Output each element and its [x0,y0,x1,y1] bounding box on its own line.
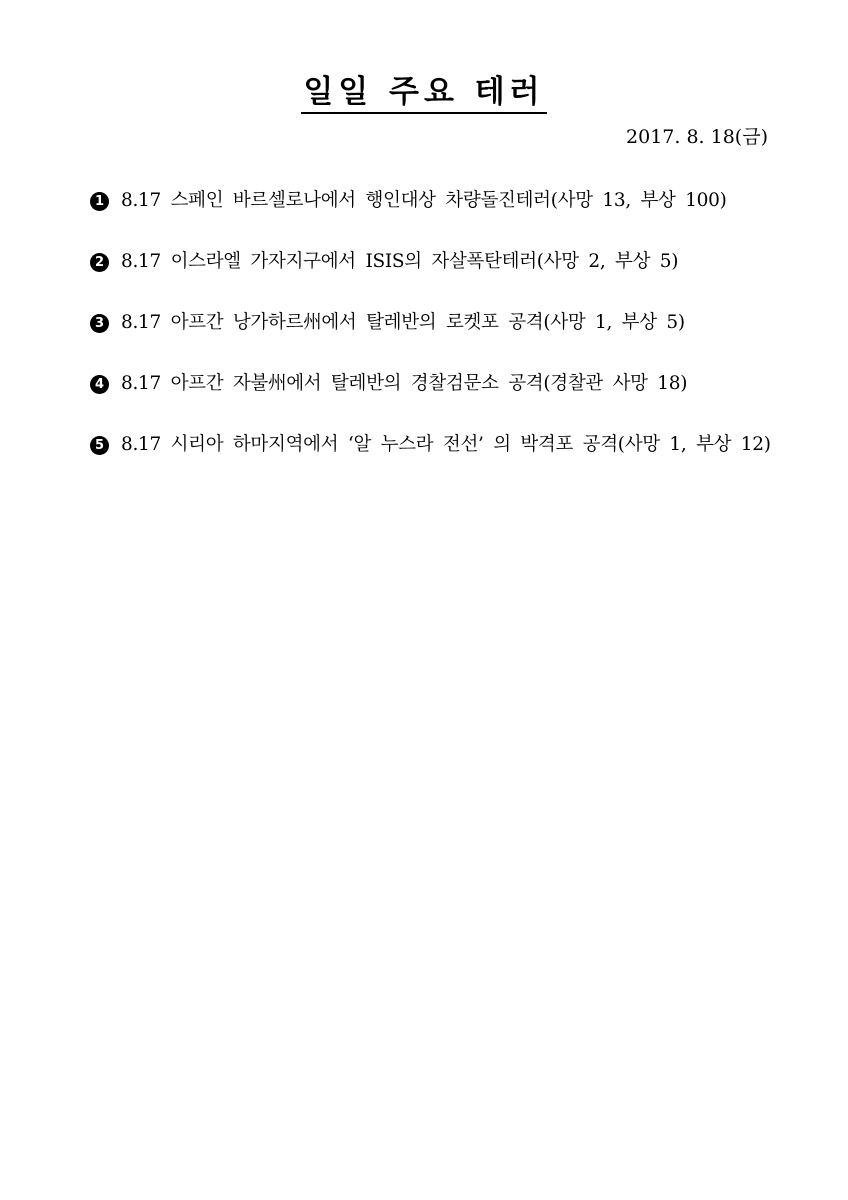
incident-text: 8.17 아프간 낭가하르州에서 탈레반의 로켓포 공격(사망 1, 부상 5) [121,312,685,333]
incident-item-1 [90,186,780,216]
incident-item-4 [90,369,780,399]
number-circle-icon: 1 [90,192,109,211]
document-title: 일일 주요 테러 [301,74,546,114]
incident-item-5 [90,430,780,460]
incident-text: 8.17 스페인 바르셀로나에서 행인대상 차량돌진테러(사망 13, 부상 100) [121,190,727,211]
incident-text: 8.17 아프간 자불州에서 탈레반의 경찰검문소 공격(경찰관 사망 18) [121,373,688,394]
number-circle-icon: 5 [90,436,109,455]
incident-item-3 [90,308,780,338]
number-circle-icon: 4 [90,375,109,394]
incident-text: 8.17 시리아 하마지역에서 ‘알 누스라 전선’ 의 박격포 공격(사망 1, 부상 12) [121,434,771,455]
incident-list [90,186,780,491]
number-circle-icon: 2 [90,253,109,272]
incident-text: 8.17 이스라엘 가자지구에서 ISIS의 자살폭탄테러(사망 2, 부상 5) [121,251,679,272]
incident-item-2 [90,247,780,277]
number-circle-icon: 3 [90,314,109,333]
document-title-container [0,72,848,112]
document-date: 2017. 8. 18(금) [626,126,768,148]
